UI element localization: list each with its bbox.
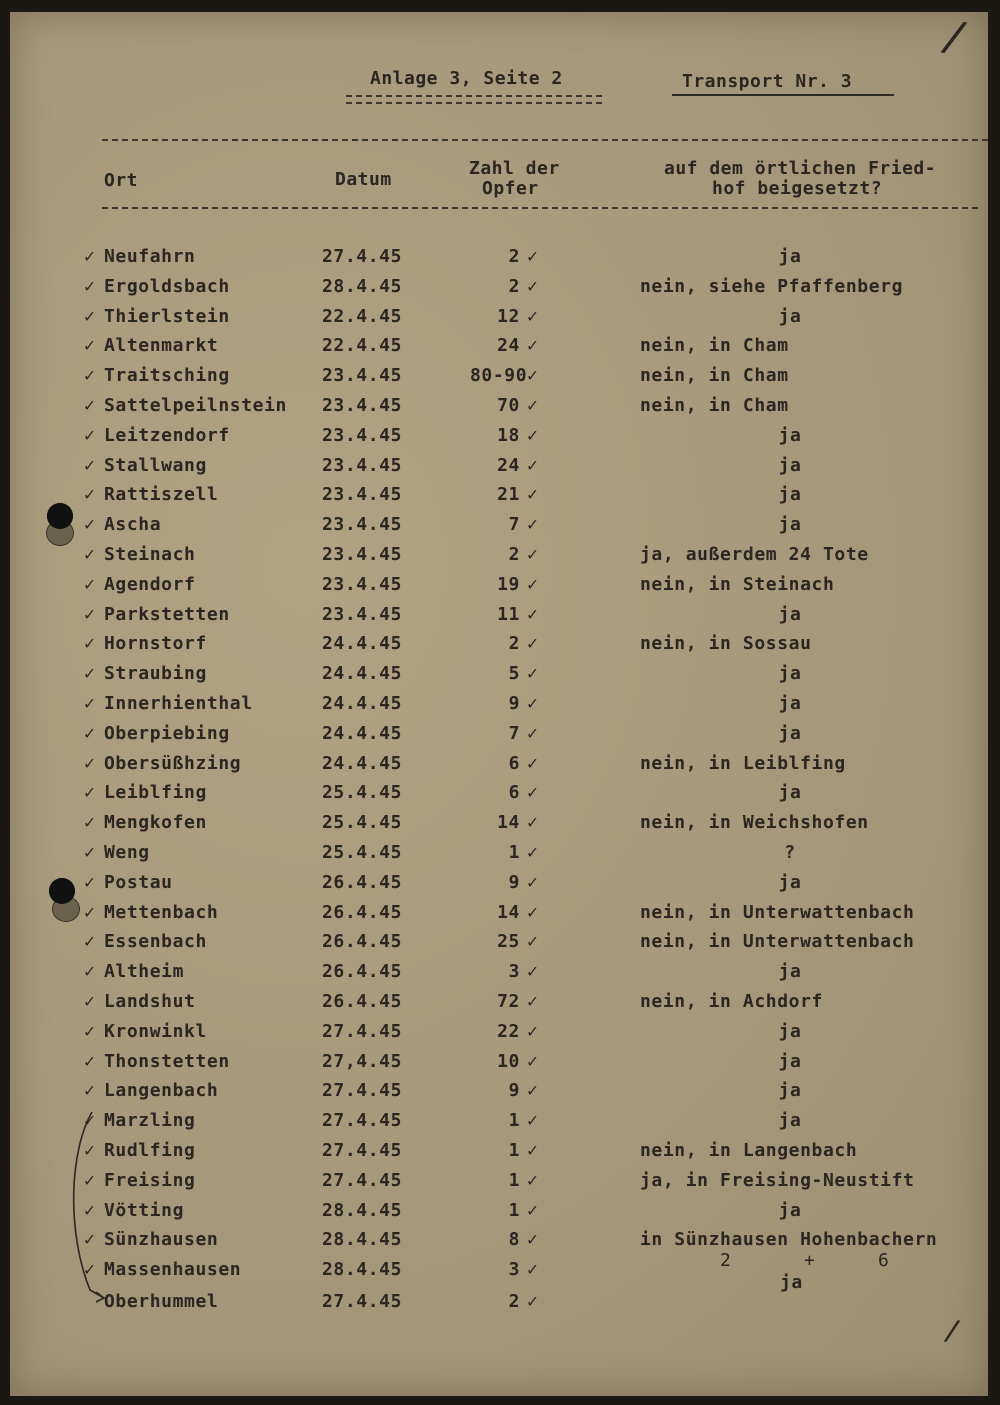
cell-friedhof: nein, in Achdorf [640,991,823,1012]
table-row [0,335,1000,365]
cell-zahl: 72 [497,991,520,1012]
table-row [0,812,1000,842]
cell-datum: 28.4.45 [322,275,403,297]
cell-ort: Altheim [104,961,185,983]
cell-ort: Neufahrn [104,246,196,267]
table-row [0,872,1000,902]
tick-mark-icon: ✓ [527,901,539,923]
cell-friedhof: ja [778,1199,802,1221]
check-mark-icon: ✓ [84,1050,96,1072]
cell-friedhof: ja [778,246,802,267]
cell-ort: Sünzhausen [104,1229,219,1251]
cell-datum: 23.4.45 [322,365,403,387]
cell-ort: Ascha [104,514,162,536]
cell-friedhof: nein, in Cham [640,365,789,387]
cell-zahl: 12 [497,305,520,327]
cell-ort: Oberhummel [104,1291,219,1312]
cell-datum: 23.4.45 [322,544,403,565]
cell-datum: 27,4.45 [322,1050,403,1072]
table-row [0,1080,1000,1110]
cell-zahl: 5 [508,663,520,685]
cell-friedhof: nein, siehe Pfaffenberg [640,275,904,297]
cell-datum: 23.4.45 [322,395,403,416]
cell-friedhof: ja [778,961,802,983]
col-header-zahl-2: Opfer [482,178,539,199]
check-mark-icon: ✓ [84,544,96,565]
cell-ort: Rudlfing [104,1140,196,1161]
cell-zahl: 80-90 [470,365,528,387]
cell-datum: 23.4.45 [322,573,403,595]
cell-friedhof: ja, in Freising-Neustift [640,1169,915,1191]
check-mark-icon: ✓ [84,722,96,744]
table-row [0,514,1000,544]
cell-zahl: 18 [497,424,520,446]
cell-zahl: 3 [508,961,520,983]
cell-ort: Kronwinkl [104,1020,207,1042]
cell-ort: Traitsching [104,365,230,387]
check-mark-icon: ✓ [84,693,96,714]
cell-zahl: 1 [508,1169,520,1191]
check-mark-icon: ✓ [84,1110,96,1132]
cell-zahl: 8 [508,1229,520,1251]
title-double-underline [346,95,602,104]
tick-mark-icon: ✓ [527,931,539,953]
check-mark-icon: ✓ [84,305,96,327]
cell-zahl: 9 [508,871,520,893]
split-note-b: 6 [878,1250,890,1271]
cell-zahl: 24 [497,454,520,476]
cell-friedhof: ja [778,424,802,446]
cell-ort: Hornstorf [104,633,207,655]
cell-ort: Weng [104,842,150,863]
cell-datum: 22.4.45 [322,305,403,327]
tick-mark-icon: ✓ [527,871,539,893]
tick-mark-icon: ✓ [527,1080,539,1102]
col-header-fried-2: hof beigesetzt? [712,178,883,199]
cell-friedhof: nein, in Cham [640,335,789,357]
cell-friedhof: nein, in Langenbach [640,1140,858,1161]
tick-mark-icon: ✓ [527,484,539,506]
cell-ort: Sattelpeilnstein [104,395,287,416]
cell-datum: 23.4.45 [322,424,403,446]
cell-friedhof: nein, in Sossau [640,633,812,655]
header-rule-top [102,139,988,141]
cell-datum: 23.4.45 [322,514,403,536]
tick-mark-icon: ✓ [527,1229,539,1251]
cell-datum: 26.4.45 [322,871,403,893]
cell-friedhof: ja [778,1020,802,1042]
cell-datum: 24.4.45 [322,693,403,714]
check-mark-icon: ✓ [84,1020,96,1042]
cell-friedhof: ja [778,871,802,893]
tick-mark-icon: ✓ [527,395,539,416]
check-mark-icon: ✓ [84,901,96,923]
cell-zahl: 22 [497,1020,520,1042]
table-row [0,365,1000,395]
cell-zahl: 14 [497,901,520,923]
cell-ort: Altenmarkt [104,335,219,357]
cell-ort: Oberpiebing [104,722,230,744]
check-mark-icon: ✓ [84,603,96,625]
cell-ort: Leitzendorf [104,424,230,446]
table-row [0,544,1000,574]
cell-zahl: 6 [508,752,520,774]
cell-zahl: 2 [508,246,520,267]
cell-zahl: 9 [508,693,520,714]
cell-ort: Massenhausen [104,1259,242,1281]
cell-ort: Stallwang [104,454,207,476]
transport-number: Transport Nr. 3 [682,71,853,92]
cell-datum: 27.4.45 [322,1169,403,1191]
cell-friedhof: nein, in Unterwattenbach [640,901,915,923]
cell-zahl: 1 [508,1199,520,1221]
check-mark-icon: ✓ [84,812,96,834]
check-mark-icon: ✓ [84,782,96,804]
cell-zahl: 2 [508,1291,520,1312]
check-mark-icon: ✓ [84,961,96,983]
col-header-zahl-1: Zahl der [469,158,560,179]
cell-zahl: 11 [497,603,520,625]
check-mark-icon: ✓ [84,633,96,655]
check-mark-icon: ✓ [84,1140,96,1161]
cell-zahl: 70 [497,395,520,416]
tick-mark-icon: ✓ [527,722,539,744]
cell-friedhof: ja [778,514,802,536]
cell-datum: 27.4.45 [322,1140,403,1161]
table-row [0,633,1000,663]
tick-mark-icon: ✓ [527,693,539,714]
pencil-slash-bottom-right: / [941,1312,964,1349]
tick-mark-icon: ✓ [527,842,539,863]
cell-datum: 28.4.45 [322,1199,403,1221]
tick-mark-icon: ✓ [527,305,539,327]
tick-mark-icon: ✓ [527,603,539,625]
cell-zahl: 19 [497,573,520,595]
cell-friedhof: ja [778,454,802,476]
check-mark-icon: ✓ [84,842,96,863]
cell-friedhof: nein, in Steinach [640,573,835,595]
tick-mark-icon: ✓ [527,573,539,595]
table-row [0,693,1000,723]
tick-mark-icon: ✓ [527,991,539,1012]
check-mark-icon: ✓ [84,931,96,953]
cell-zahl: 7 [508,722,520,744]
cell-zahl: 7 [508,514,520,536]
cell-ort: Thonstetten [104,1050,230,1072]
cell-zahl: 1 [508,1140,520,1161]
cell-ort: Marzling [104,1110,196,1132]
cell-ort: Ergoldsbach [104,275,230,297]
cell-friedhof: in Sünzhausen Hohenbachern [640,1229,938,1251]
table-row [0,246,1000,276]
cell-friedhof: ja [778,1050,802,1072]
cell-ort: Leiblfing [104,782,207,804]
cell-friedhof: ja [778,663,802,685]
check-mark-icon: ✓ [84,1259,96,1281]
check-mark-icon: ✓ [84,335,96,357]
tick-mark-icon: ✓ [527,454,539,476]
check-mark-icon: ✓ [84,573,96,595]
check-mark-icon: ✓ [84,1080,96,1102]
cell-datum: 27.4.45 [322,1020,403,1042]
check-mark-icon: ✓ [84,1199,96,1221]
table-row [0,663,1000,693]
tick-mark-icon: ✓ [527,752,539,774]
table-row [0,574,1000,604]
split-note-a: 2 [720,1250,732,1271]
cell-datum: 27.4.45 [322,1291,403,1312]
table-row [0,1291,1000,1321]
cell-datum: 27.4.45 [322,246,403,267]
cell-zahl: 9 [508,1080,520,1102]
tick-mark-icon: ✓ [527,1050,539,1072]
tick-mark-icon: ✓ [527,1259,539,1281]
table-row [0,276,1000,306]
cell-friedhof: ja [778,782,802,804]
tick-mark-icon: ✓ [527,335,539,357]
table-row [0,455,1000,485]
table-row [0,306,1000,336]
cell-ort: Straubing [104,663,207,685]
tick-mark-icon: ✓ [527,544,539,565]
check-mark-icon: ✓ [84,1169,96,1191]
cell-ort: Landshut [104,991,196,1012]
table-row [0,484,1000,514]
tick-mark-icon: ✓ [527,365,539,387]
table-row [0,753,1000,783]
cell-datum: 26.4.45 [322,961,403,983]
cell-friedhof: ja [778,1110,802,1132]
cell-friedhof: ja [778,1080,802,1102]
check-mark-icon: ✓ [84,484,96,506]
page-title: Anlage 3, Seite 2 [370,68,563,89]
col-header-ort: Ort [104,170,139,191]
cell-friedhof-extra: ja [780,1272,803,1293]
table-row [0,1021,1000,1051]
check-mark-icon: ✓ [84,454,96,476]
cell-ort: Agendorf [104,573,196,595]
cell-datum: 26.4.45 [322,901,403,923]
table-row [0,902,1000,932]
cell-friedhof: nein, in Cham [640,395,789,416]
cell-friedhof: ja [778,484,802,506]
cell-friedhof: nein, in Weichshofen [640,812,869,834]
cell-datum: 26.4.45 [322,991,403,1012]
table-row [0,991,1000,1021]
cell-zahl: 24 [497,335,520,357]
table-row [0,1110,1000,1140]
cell-zahl: 2 [508,275,520,297]
header-rule-bottom [102,207,978,209]
table-row [0,1051,1000,1081]
cell-zahl: 25 [497,931,520,953]
cell-datum: 27.4.45 [322,1110,403,1132]
cell-ort: Postau [104,871,173,893]
cell-ort: Thierlstein [104,305,230,327]
cell-datum: 25.4.45 [322,812,403,834]
table-row [0,1200,1000,1230]
check-mark-icon: ✓ [84,246,96,267]
cell-zahl: 1 [508,1110,520,1132]
cell-datum: 23.4.45 [322,454,403,476]
tick-mark-icon: ✓ [527,1199,539,1221]
check-mark-icon: ✓ [84,275,96,297]
cell-zahl: 2 [508,544,520,565]
table-row [0,1170,1000,1200]
cell-friedhof: ? [784,842,796,863]
tick-mark-icon: ✓ [527,1110,539,1132]
cell-ort: Mettenbach [104,901,219,923]
table-row [0,425,1000,455]
cell-friedhof: ja [778,693,802,714]
cell-ort: Obersüßhzing [104,752,242,774]
cell-datum: 24.4.45 [322,722,403,744]
split-note-plus: + [804,1250,816,1271]
cell-datum: 25.4.45 [322,842,403,863]
check-mark-icon: ✓ [84,1229,96,1251]
check-mark-icon: ✓ [84,514,96,536]
check-mark-icon: ✓ [84,424,96,446]
cell-friedhof: ja [778,603,802,625]
cell-ort: Vötting [104,1199,185,1221]
cell-datum: 23.4.45 [322,484,403,506]
cell-zahl: 6 [508,782,520,804]
transport-underline [672,94,894,96]
cell-datum: 28.4.45 [322,1259,403,1281]
table-row [0,842,1000,872]
table-row [0,604,1000,634]
cell-datum: 22.4.45 [322,335,403,357]
cell-friedhof: ja [778,305,802,327]
tick-mark-icon: ✓ [527,514,539,536]
tick-mark-icon: ✓ [527,275,539,297]
table-row [0,1229,1000,1259]
cell-friedhof: ja [778,722,802,744]
check-mark-icon: ✓ [84,871,96,893]
tick-mark-icon: ✓ [527,1169,539,1191]
cell-datum: 24.4.45 [322,633,403,655]
cell-friedhof: ja, außerdem 24 Tote [640,544,869,565]
cell-zahl: 14 [497,812,520,834]
cell-friedhof: nein, in Leiblfing [640,752,846,774]
cell-datum: 25.4.45 [322,782,403,804]
cell-zahl: 21 [497,484,520,506]
check-mark-icon: ✓ [84,365,96,387]
tick-mark-icon: ✓ [527,633,539,655]
cell-datum: 27.4.45 [322,1080,403,1102]
tick-mark-icon: ✓ [527,1140,539,1161]
cell-ort: Mengkofen [104,812,207,834]
check-mark-icon: ✓ [84,663,96,685]
table-row [0,931,1000,961]
table-row [0,782,1000,812]
cell-datum: 24.4.45 [322,752,403,774]
cell-datum: 24.4.45 [322,663,403,685]
tick-mark-icon: ✓ [527,1291,539,1312]
table-row [0,723,1000,753]
cell-zahl: 10 [497,1050,520,1072]
table-row [0,961,1000,991]
tick-mark-icon: ✓ [527,424,539,446]
col-header-fried-1: auf dem örtlichen Fried- [664,158,937,179]
cell-zahl: 1 [508,842,520,863]
tick-mark-icon: ✓ [527,961,539,983]
cell-ort: Innerhienthal [104,693,253,714]
table-row [0,1259,1000,1289]
check-mark-icon: ✓ [84,991,96,1012]
cell-datum: 28.4.45 [322,1229,403,1251]
tick-mark-icon: ✓ [527,663,539,685]
cell-ort: Essenbach [104,931,207,953]
table-row [0,395,1000,425]
cell-zahl: 2 [508,633,520,655]
tick-mark-icon: ✓ [527,246,539,267]
tick-mark-icon: ✓ [527,1020,539,1042]
cell-ort: Langenbach [104,1080,219,1102]
cell-ort: Freising [104,1169,196,1191]
check-mark-icon: ✓ [84,395,96,416]
tick-mark-icon: ✓ [527,812,539,834]
pencil-slash-top-right: / [937,9,973,64]
table-row [0,1140,1000,1170]
cell-datum: 23.4.45 [322,603,403,625]
cell-datum: 26.4.45 [322,931,403,953]
check-mark-icon: ✓ [84,752,96,774]
cell-ort: Parkstetten [104,603,230,625]
cell-ort: Rattiszell [104,484,219,506]
col-header-datum: Datum [335,169,392,190]
cell-ort: Steinach [104,544,196,565]
cell-friedhof: nein, in Unterwattenbach [640,931,915,953]
cell-zahl: 3 [508,1259,520,1281]
tick-mark-icon: ✓ [527,782,539,804]
